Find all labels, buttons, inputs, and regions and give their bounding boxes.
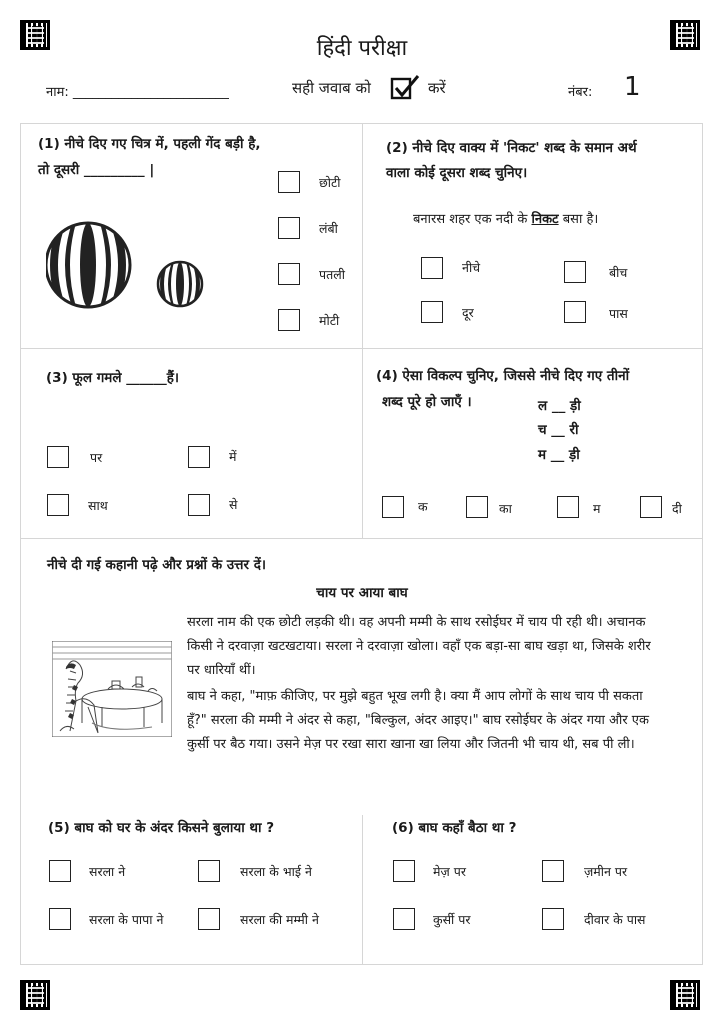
q2-option-label: बीच [609,265,628,280]
q4-option-label: का [499,501,512,516]
q2-text-line1: (2) नीचे दिए वाक्य में 'निकट' शब्द के समान अर्थ [386,140,637,156]
q4-option-checkbox[interactable] [640,496,662,518]
q4-text-line2: शब्द पूरे हो जाएँ । [382,394,472,410]
q6-option-label: दीवार के पास [584,912,646,927]
q2-sentence [413,209,598,227]
q3-option-label: पर [90,450,103,465]
qr-code-bottom-right [670,980,700,1010]
q4-word: ल __ ड़ी [538,398,581,414]
q1-text-line1: (1) नीचे दिए गए चित्र में, पहली गेंद बड़ी है, [38,136,261,152]
q5-option-checkbox[interactable] [49,860,71,882]
q2-option-checkbox[interactable] [421,257,443,279]
q3-text-line1: (3) फूल गमले ______हैं। [46,370,180,386]
q4-option-label: क [418,499,428,514]
q5-option-label: सरला की मम्मी ने [240,912,319,927]
q5-option-label: सरला ने [89,864,126,879]
divider [362,123,363,538]
q2-text-line2: वाला कोई दूसरा शब्द चुनिए। [386,165,528,181]
q1-option-checkbox[interactable] [278,309,300,331]
q3-option-label: साथ [88,498,108,513]
page-title: हिंदी परीक्षा [316,36,408,61]
story-title: चाय पर आया बाघ [316,585,408,601]
marks-label: नंबर: [568,85,593,100]
q3-option-label: में [229,449,237,464]
q5-option-checkbox[interactable] [49,908,71,930]
q2-option-checkbox[interactable] [564,301,586,323]
story-line: हूँ?" सरला की मम्मी ने अंदर से कहा, "बिल्कुल, अंदर आइए।" बाघ रसोईघर के अंदर गया और एक [187,713,649,728]
q6-option-checkbox[interactable] [542,908,564,930]
q1-option-checkbox[interactable] [278,263,300,285]
q4-option-checkbox[interactable] [466,496,488,518]
balls-picture [46,220,206,310]
q3-option-checkbox[interactable] [188,494,210,516]
q4-option-checkbox[interactable] [382,496,404,518]
q5-option-checkbox[interactable] [198,860,220,882]
q5-option-label: सरला के पापा ने [89,912,164,927]
q6-option-checkbox[interactable] [393,860,415,882]
q2-option-label: पास [609,306,628,321]
q4-option-label: म [593,501,601,516]
q2-option-label: नीचे [462,260,481,275]
story-line: कुर्सी पर बैठ गया। उसने मेज़ पर रखा सारा खाना खा लिया और जितनी भी चाय थी, सब पी ली। [187,737,635,752]
q1-option-label: पतली [319,267,345,282]
q6-option-checkbox[interactable] [542,860,564,882]
q3-option-checkbox[interactable] [188,446,210,468]
qr-code-bottom-left [20,980,50,1010]
q4-text-line1: (4) ऐसा विकल्प चुनिए, जिससे नीचे दिए गए तीनों [376,368,630,384]
q2-sentence-post: बसा है। [558,212,599,227]
q1-option-label: छोटी [319,175,341,190]
q1-option-checkbox[interactable] [278,217,300,239]
q1-text-line2: तो दूसरी _________ | [38,162,155,178]
q4-word: म __ ड़ी [538,447,580,463]
q5-text-line1: (5) बाघ को घर के अंदर किसने बुलाया था ? [48,820,275,836]
q1-option-label: मोटी [319,313,340,328]
q4-option-label: दी [672,501,682,516]
q2-option-label: दूर [462,305,474,320]
q6-option-label: कुर्सी पर [433,912,471,927]
q6-option-label: मेज़ पर [433,864,466,879]
q3-option-label: से [229,497,238,512]
q1-option-label: लंबी [319,221,338,236]
q6-option-checkbox[interactable] [393,908,415,930]
q2-sentence-word: निकट [531,212,559,227]
q2-option-checkbox[interactable] [564,261,586,283]
checkmark-icon [390,74,420,102]
marks-value: 1 [624,72,641,102]
instruction-pre: सही जवाब को [292,79,371,97]
story-line: सरला नाम की एक छोटी लड़की थी। वह अपनी मम्मी के साथ रसोईघर में चाय पी रही थी। अचानक [187,615,646,630]
q3-option-checkbox[interactable] [47,494,69,516]
story-instruction: नीचे दी गई कहानी पढ़े और प्रश्नों के उत्तर दें। [47,557,267,573]
divider [362,815,363,965]
q4-option-checkbox[interactable] [557,496,579,518]
name-field[interactable]: नाम: ________________________ [46,85,229,100]
story-line: पर धारियाँ थीं। [187,663,256,678]
q2-option-checkbox[interactable] [421,301,443,323]
q2-sentence-pre: बनारस शहर एक नदी के [413,212,532,227]
q5-option-label: सरला के भाई ने [240,864,312,879]
q3-option-checkbox[interactable] [47,446,69,468]
story-line: किसी ने दरवाज़ा खटखटाया। सरला ने दरवाज़ा खोला। वहाँ एक बड़ा-सा बाघ खड़ा था, जिसके शरीर [187,639,651,654]
q4-word: च __ री [538,422,579,438]
divider [20,538,703,539]
tiger-illustration [52,641,172,737]
q6-option-label: ज़मीन पर [584,864,628,879]
q5-option-checkbox[interactable] [198,908,220,930]
q6-text-line1: (6) बाघ कहाँ बैठा था ? [392,820,517,836]
instruction-post: करें [428,79,446,97]
story-line: बाघ ने कहा, "माफ़ कीजिए, पर मुझे बहुत भूख लगी है। क्या मैं आप लोगों के साथ चाय पी सकता [187,689,643,704]
q1-option-checkbox[interactable] [278,171,300,193]
